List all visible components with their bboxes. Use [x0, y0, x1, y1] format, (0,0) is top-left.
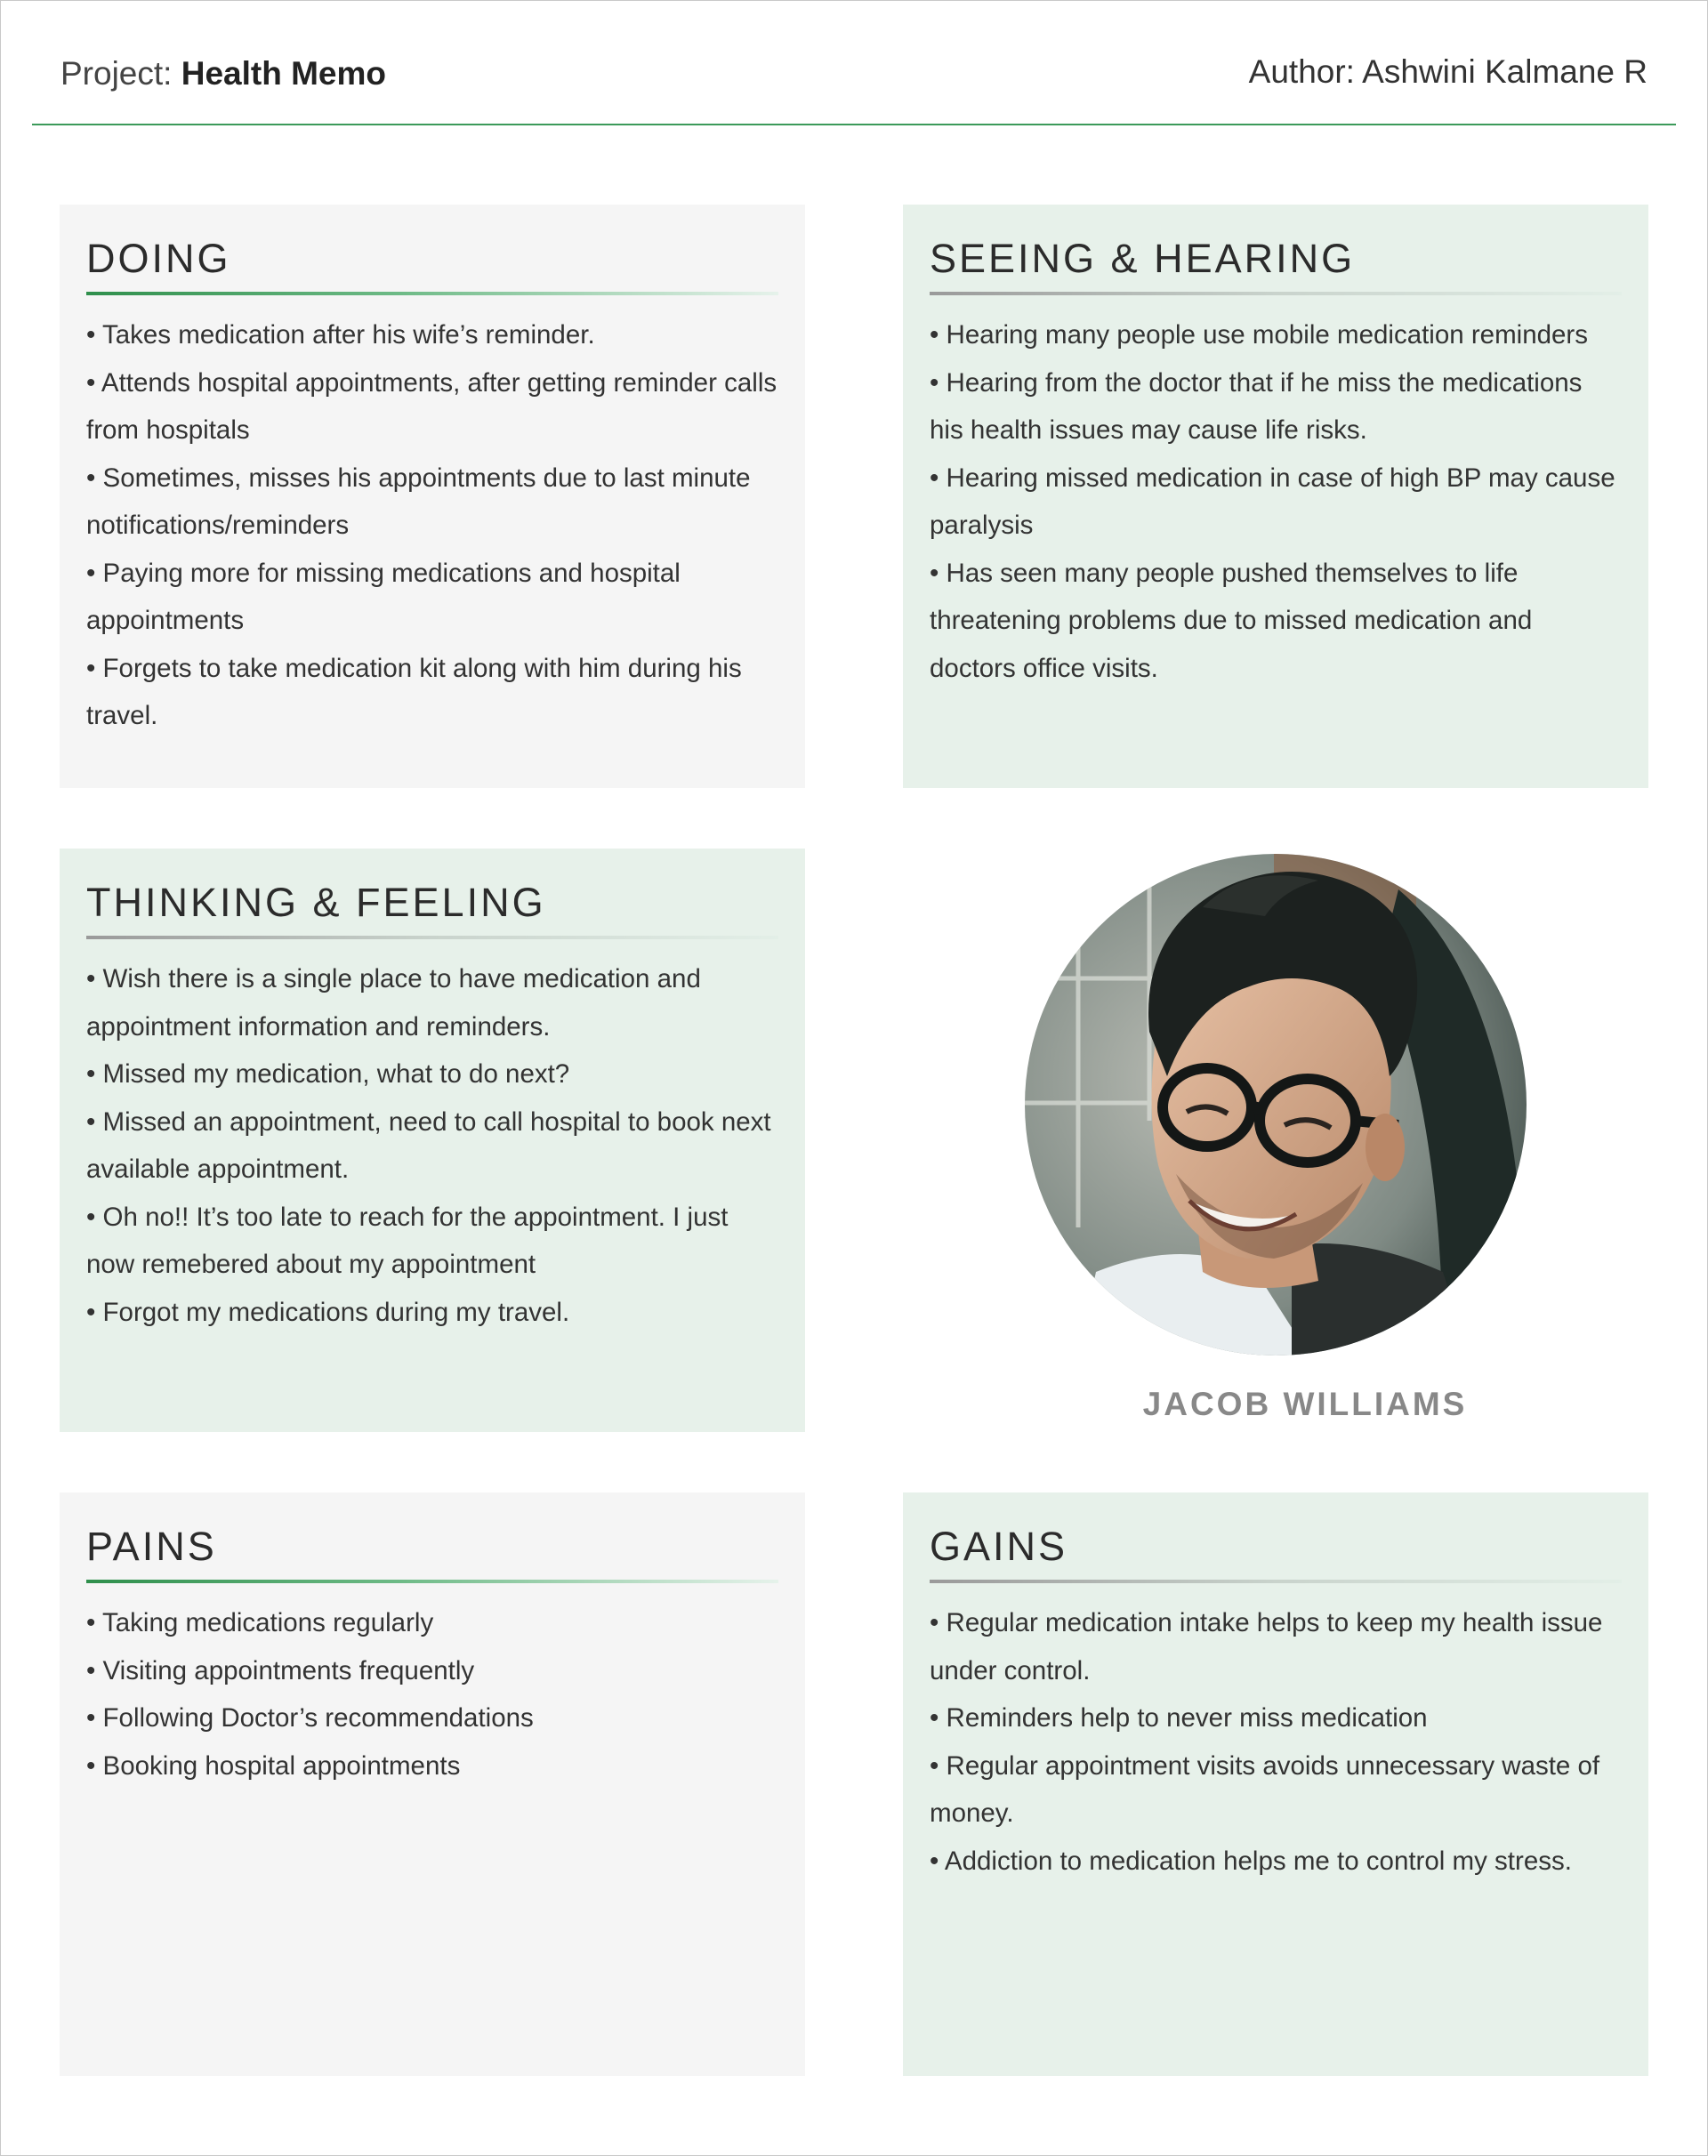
list-item: • Regular medication intake helps to keep my health issue under control.: [930, 1608, 1603, 1685]
list-item: • Regular appointment visits avoids unnecessary waste of money.: [930, 1750, 1600, 1828]
doing-title: DOING: [86, 236, 231, 281]
list-item: • Wish there is a single place to have medication and appointment information and reminders.: [86, 964, 701, 1042]
list-item: • Attends hospital appointments, after getting reminder calls from hospitals: [86, 367, 777, 445]
pains-list: [86, 1599, 778, 1790]
list-item: • Has seen many people pushed themselves to life threatening problems due to missed medication and doctors office visits.: [930, 558, 1533, 683]
list-item: • Addiction to medication helps me to control my stress.: [930, 1846, 1572, 1876]
list-item: • Hearing missed medication in case of high BP may cause paralysis: [930, 463, 1615, 540]
list-item: • Hearing many people use mobile medication reminders: [930, 320, 1589, 350]
list-item: • Oh no!! It’s too late to reach for the appointment. I just now remebered about my appointment: [86, 1202, 729, 1279]
list-item: • Following Doctor’s recommendations: [86, 1703, 534, 1733]
seeing-hearing-card: [903, 205, 1648, 788]
pains-title: PAINS: [86, 1524, 217, 1569]
thinking-feeling-title: THINKING & FEELING: [86, 880, 546, 925]
pains-title-underline: [86, 1580, 778, 1583]
thinking-feeling-title-underline: [86, 936, 778, 939]
persona-name: JACOB WILLIAMS: [1142, 1386, 1468, 1422]
seeing-hearing-title-underline: [930, 292, 1622, 295]
doing-card: [60, 205, 805, 788]
list-item: • Forgot my medications during my travel.: [86, 1297, 570, 1327]
gains-list: [930, 1599, 1622, 1885]
persona-illustration: [1025, 854, 1527, 1356]
seeing-hearing-list: [930, 311, 1622, 692]
gains-title-underline: [930, 1580, 1622, 1583]
thinking-feeling-list: [86, 955, 778, 1336]
project-title: [60, 55, 386, 93]
persona-photo: [1025, 854, 1527, 1356]
thinking-feeling-card: [60, 849, 805, 1432]
doing-list: [86, 311, 778, 740]
list-item: • Missed my medication, what to do next?: [86, 1059, 570, 1089]
list-item: • Paying more for missing medications and hospital appointments: [86, 558, 681, 635]
project-label: Project:: [60, 55, 173, 92]
list-item: • Taking medications regularly: [86, 1608, 434, 1637]
doing-title-underline: [86, 292, 778, 295]
list-item: • Visiting appointments frequently: [86, 1655, 475, 1685]
list-item: • Reminders help to never miss medication: [930, 1703, 1428, 1733]
list-item: • Booking hospital appointments: [86, 1750, 461, 1781]
author-label: Author: Ashwini Kalmane R: [1248, 53, 1648, 90]
list-item: • Forgets to take medication kit along with him during his travel.: [86, 653, 742, 730]
list-item: • Sometimes, misses his appointments due to last minute notifications/reminders: [86, 463, 751, 540]
seeing-hearing-title: SEEING & HEARING: [930, 236, 1356, 281]
list-item: • Hearing from the doctor that if he miss the medications his health issues may cause life risks.: [930, 367, 1583, 445]
gains-title: GAINS: [930, 1524, 1068, 1569]
gains-card: [903, 1492, 1648, 2076]
list-item: • Missed an appointment, need to call hospital to book next available appointment.: [86, 1106, 771, 1184]
page-header: [32, 0, 1676, 125]
list-item: • Takes medication after his wife’s reminder.: [86, 320, 595, 350]
pains-card: [60, 1492, 805, 2076]
project-name: Health Memo: [181, 55, 386, 92]
